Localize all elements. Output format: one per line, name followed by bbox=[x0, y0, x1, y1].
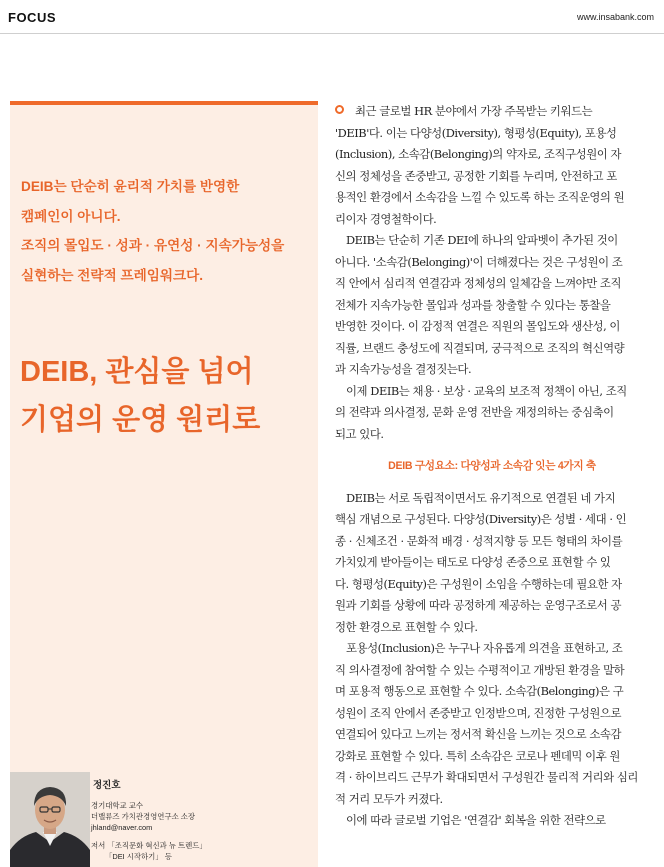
body-line: 의 전략과 의사결정, 문화 운영 전반을 재정의하는 중심축이 bbox=[335, 405, 614, 419]
author-email[interactable]: jhland@naver.com bbox=[91, 823, 153, 832]
body-line: 되고 있다. bbox=[335, 426, 384, 441]
body-line: 포용성(Inclusion)은 누구나 자유롭게 의견을 표현하고, 조 bbox=[346, 641, 623, 655]
article-paragraph bbox=[335, 381, 649, 446]
body-line: 'DEIB'다. 이는 다양성(Diversity), 형평성(Equity), 포용성 bbox=[335, 125, 617, 140]
body-line: 직 안에서 심리적 연결감과 정체성의 일체감을 느껴야만 조직 bbox=[335, 276, 622, 290]
intro-line: 캠페인이 아니다. bbox=[21, 208, 121, 224]
left-panel bbox=[10, 101, 318, 867]
body-line: 신의 정체성을 존중받고, 공정한 기회를 누리며, 안전하고 포 bbox=[335, 168, 617, 183]
section-label: FOCUS bbox=[8, 10, 56, 25]
article-paragraph bbox=[335, 101, 649, 230]
author-affiliation: 더밸류즈 가치관경영연구소 소장 bbox=[91, 812, 196, 821]
body-line: 용적인 환경에서 소속감을 느낄 수 있도록 하는 조직운영의 원 bbox=[335, 190, 625, 204]
body-line: 반영한 것이다. 이 감정적 연결은 직원의 몰입도와 생산성, 이 bbox=[335, 319, 620, 333]
body-line: 종 · 신체조건 · 문화적 배경 · 성적지향 등 모든 형태의 차이를 bbox=[335, 533, 623, 548]
header-divider bbox=[0, 33, 664, 34]
body-line: 핵심 개념으로 구성된다. 다양성(Diversity)은 성별 · 세대 · 인 bbox=[335, 512, 627, 526]
article-title bbox=[20, 348, 315, 444]
body-line: 적 거리 모두가 커졌다. bbox=[335, 791, 443, 806]
body-line: 과 지속가능성을 결정짓는다. bbox=[335, 362, 472, 376]
author-photo bbox=[10, 772, 90, 867]
body-line: 며 포용적 행동으로 표현할 수 있다. 소속감(Belonging)은 구 bbox=[335, 684, 624, 698]
author-spacer bbox=[91, 833, 291, 840]
body-line: 직 의사결정에 참여할 수 있는 수평적이고 개방된 환경을 말하 bbox=[335, 662, 625, 677]
body-line: 가치있게 받아들이는 태도로 다양성 존중으로 표현할 수 있 bbox=[335, 555, 611, 569]
body-line: 강화로 표현할 수 있다. 특히 소속감은 코로나 펜데믹 이후 원 bbox=[335, 748, 620, 763]
article-paragraph bbox=[335, 810, 649, 832]
article-paragraph bbox=[335, 488, 649, 639]
body-line: 직률, 브랜드 충성도에 직결되며, 궁극적으로 조직의 혁신역량 bbox=[335, 340, 625, 355]
body-line: 이제 DEIB는 채용 · 보상 · 교육의 보조적 정책이 아닌, 조직 bbox=[346, 383, 627, 398]
author-info bbox=[91, 777, 291, 862]
site-url[interactable]: www.insabank.com bbox=[576, 12, 654, 22]
author-books: 저서 「조직문화 혁신과 뉴 트렌드」 bbox=[91, 841, 207, 850]
article-paragraph bbox=[335, 638, 649, 810]
author-affiliation: 경기대학교 교수 bbox=[91, 801, 144, 810]
intro-line: 조직의 몰입도 · 성과 · 유연성 · 지속가능성을 bbox=[21, 238, 285, 253]
body-line: 리이자 경영철학이다. bbox=[335, 211, 437, 226]
title-line: DEIB, 관심을 넘어 bbox=[20, 356, 254, 388]
article-body bbox=[335, 101, 649, 832]
body-line: 아니다. '소속감(Belonging)'이 더해졌다는 것은 구성원이 조 bbox=[335, 254, 623, 269]
body-line: 이에 따라 글로벌 기업은 '연결감' 회복을 위한 전략으로 bbox=[346, 813, 606, 827]
author-name: 정진호 bbox=[93, 780, 121, 791]
accent-bar bbox=[10, 101, 318, 105]
body-line: DEIB는 단순히 기존 DEI에 하나의 알파벳이 추가된 것이 bbox=[346, 233, 618, 247]
bullet-circle-icon bbox=[335, 105, 344, 114]
body-line: (Inclusion), 소속감(Belonging)의 약자로, 조직구성원이 자 bbox=[335, 147, 622, 161]
intro-line: DEIB는 단순히 윤리적 가치를 반영한 bbox=[21, 179, 240, 194]
body-line: 성원이 조직 안에서 존중받고 인정받으며, 진정한 구성원으로 bbox=[335, 705, 622, 720]
body-line: 정한 환경으로 표현할 수 있다. bbox=[335, 619, 478, 634]
body-line: 원과 기회를 상황에 따라 공정하게 제공하는 운영구조로서 공 bbox=[335, 598, 622, 612]
body-line: 연결되어 있다고 느끼는 정서적 확신을 느끼는 것으로 소속감 bbox=[335, 727, 622, 741]
intro-quote bbox=[21, 172, 311, 290]
author-books: 「DEI 시작하기」 등 bbox=[105, 852, 172, 861]
article-paragraph bbox=[335, 230, 649, 381]
author-portrait-icon bbox=[10, 772, 90, 867]
body-line: 다. 형평성(Equity)은 구성원이 소임을 수행하는데 필요한 자 bbox=[335, 576, 622, 591]
body-line: 격 · 하이브리드 근무가 확대되면서 구성원간 물리적 거리와 심리 bbox=[335, 770, 638, 784]
body-line: 전체가 지속가능한 몰입과 성과를 창출할 수 있다는 통찰을 bbox=[335, 297, 611, 312]
intro-line: 실현하는 전략적 프레임워크다. bbox=[21, 267, 204, 283]
title-line: 기업의 운영 원리로 bbox=[20, 404, 261, 436]
section-subheading: DEIB 구성요소: 다양성과 소속감 잇는 4가지 축 bbox=[388, 460, 596, 472]
body-line: 최근 글로벌 HR 분야에서 가장 주목받는 키워드는 bbox=[355, 104, 593, 118]
body-line: DEIB는 서로 독립적이면서도 유기적으로 연결된 네 가지 bbox=[346, 490, 616, 505]
